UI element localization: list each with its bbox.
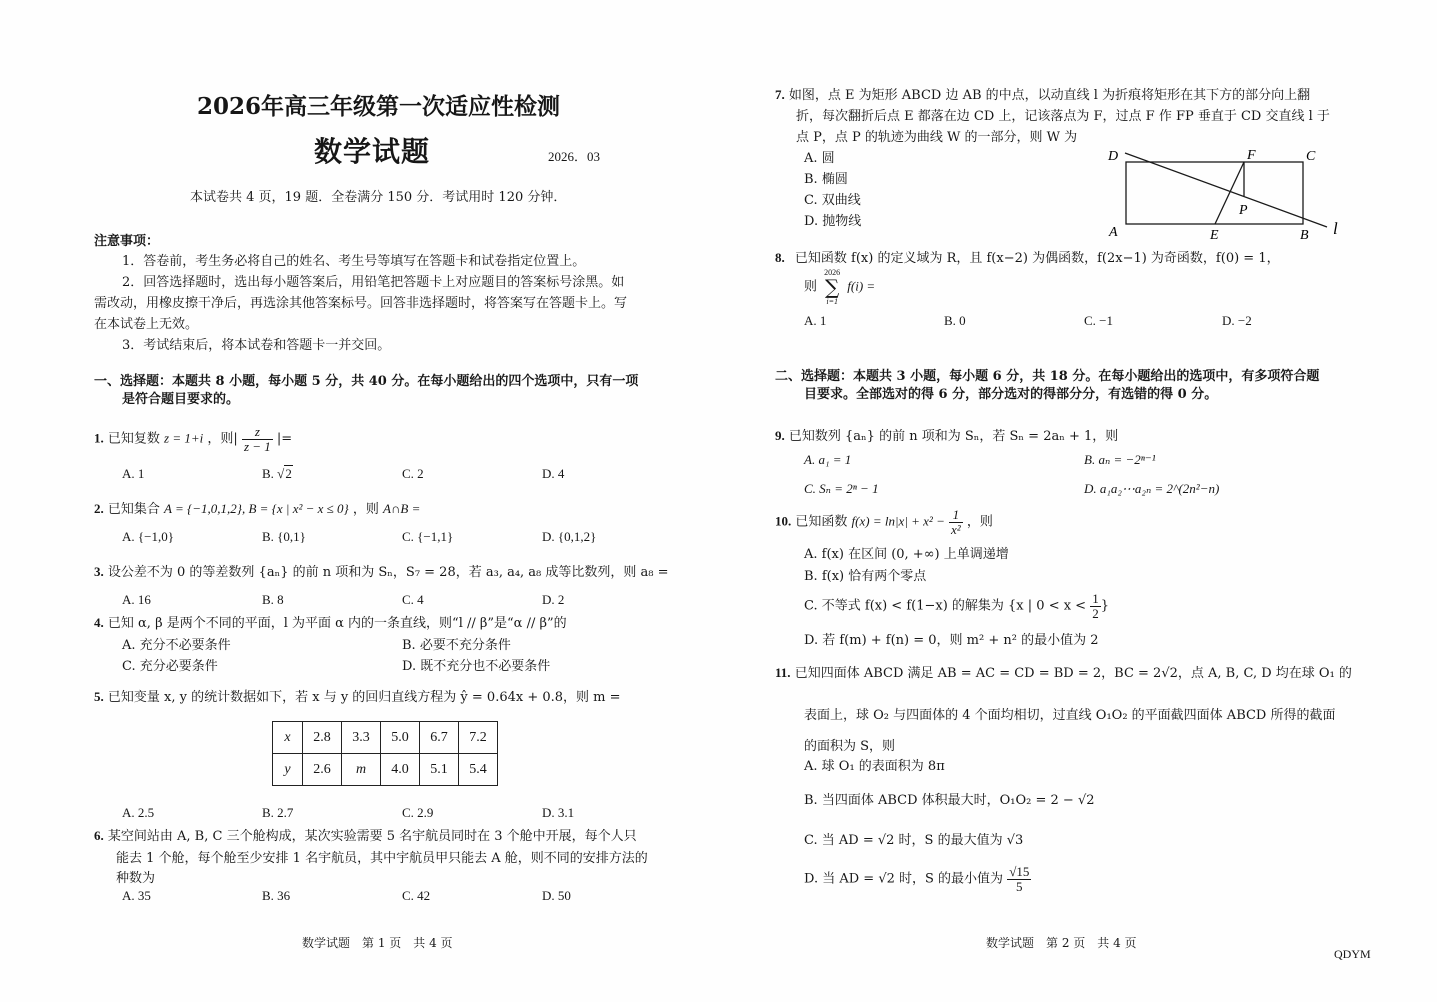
question-8 (775, 247, 1280, 266)
label-e: E (1210, 228, 1219, 242)
math-expr: A = {−1,0,1,2}, B = {x | x² − x ≤ 0} (164, 501, 349, 516)
option-a[interactable]: A. 2.5 (122, 805, 155, 820)
question-11 (775, 662, 1352, 681)
option-label: B. (262, 466, 274, 481)
option-b[interactable]: B. f(x) 恰有两个零点 (804, 569, 927, 584)
question-text: 已知 α, β 是两个不同的平面，l 为平面 α 内的一条直线，则“l // β”是“α // β”的 (107, 616, 567, 631)
question-number: 11. (775, 665, 791, 680)
option-d[interactable]: D. 抛物线 (804, 214, 862, 229)
table-cell: x (273, 722, 303, 754)
question-text: 已知数列 {aₙ} 的前 n 项和为 Sₙ，若 Sₙ = 2aₙ + 1，则 (788, 429, 1119, 444)
fraction-numerator: √15 (1009, 864, 1030, 879)
question-text: 已知变量 x, y 的统计数据如下，若 x 与 y 的回归直线方程为 ŷ = 0.64x + 0.8，则 m = (107, 690, 621, 705)
section-two-heading: 二、选择题：本题共 3 小题，每小题 6 分，共 18 分。在每小题给出的选项中，有多项符合题 (775, 369, 1320, 384)
notice-item: 3．考试结束后，将本试卷和答题卡一并交回。 (122, 338, 391, 353)
option-b[interactable]: B. 当四面体 ABCD 体积最大时，O₁O₂ = 2 − √2 (804, 793, 1095, 808)
option-d[interactable]: D. 若 f(m) + f(n) = 0，则 m² + n² 的最小值为 2 (804, 633, 1099, 648)
option-d[interactable]: D. −2 (1222, 313, 1252, 328)
option-d[interactable]: D. 2 (542, 592, 565, 607)
table-cell: m (342, 754, 381, 786)
exam-date: 2026．03 (548, 149, 601, 164)
section-two-heading-cont: 目要求。全部选对的得 6 分，部分选对的得部分分，有选错的得 0 分。 (804, 387, 1218, 402)
question-text: 已知复数 (107, 431, 160, 447)
option-text: D. 当 AD = √2 时，S 的最小值为 (804, 871, 1004, 887)
fraction (242, 425, 273, 453)
question-text: 折，每次翻折后点 E 都落在边 CD 上，记该落点为 F，过点 F 作 FP 垂直于 CD 交直线 l 于 (796, 109, 1330, 124)
question-6 (94, 825, 637, 844)
table-cell: 3.3 (342, 722, 381, 754)
math-expr: A∩B = (383, 501, 421, 516)
question-text: 设公差不为 0 的等差数列 {aₙ} 的前 n 项和为 Sₙ，S₇ = 28，若 a₃, a₄, a₈ 成等比数列，则 a₈ = (107, 565, 669, 580)
option-d[interactable]: D. 既不充分也不必要条件 (402, 659, 551, 674)
fraction (949, 508, 963, 536)
option-b[interactable]: B. 8 (262, 592, 284, 607)
question-text: 种数为 (116, 871, 156, 886)
notice-item: 在本试卷上无效。 (94, 317, 199, 332)
table-row-x (273, 722, 498, 754)
option-c[interactable]: C. 42 (402, 888, 431, 903)
table-cell: 2.6 (303, 754, 342, 786)
fraction (1007, 865, 1031, 893)
question-2 (94, 498, 420, 517)
option-c[interactable]: C. Sₙ = 2ⁿ − 1 (804, 481, 879, 496)
fraction-numerator: 1 (949, 508, 963, 523)
fold-line-l (1125, 153, 1327, 227)
question-text: 已知四面体 ABCD 满足 AB = AC = CD = BD = 2，BC = 2√2，点 A, B, C, D 均在球 O₁ 的 (794, 666, 1352, 681)
table-cell: 2.8 (303, 722, 342, 754)
option-a[interactable]: A. f(x) 在区间 (0, +∞) 上单调递增 (804, 547, 1009, 562)
math-expr: f(i) = (847, 278, 876, 294)
exam-title: 2026年高三年级第一次适应性检测 (197, 93, 561, 120)
math-expr: f(x) = ln|x| + x² − (851, 513, 945, 529)
question-number: 5. (94, 689, 104, 704)
option-c[interactable]: C. 双曲线 (804, 193, 861, 208)
option-c[interactable]: C. 充分必要条件 (122, 659, 218, 674)
question-text: 已知集合 (107, 502, 160, 517)
fraction-denominator: 5 (1016, 878, 1023, 894)
question-text: ，则| (207, 431, 238, 447)
option-d[interactable] (804, 865, 1031, 893)
option-b[interactable]: B. 36 (262, 888, 291, 903)
option-a[interactable]: A. 35 (122, 888, 151, 903)
fold-diagram (1100, 148, 1350, 242)
rectangle-abcd (1126, 162, 1303, 224)
option-a[interactable]: A. 球 O₁ 的表面积为 8π (804, 759, 945, 774)
question-number: 6. (94, 828, 104, 843)
exam-subject-title: 数学试题 (314, 135, 431, 168)
option-c[interactable]: C. 2 (402, 466, 424, 481)
question-number: 2. (94, 501, 104, 516)
summation (824, 268, 840, 306)
question-number: 3. (94, 564, 104, 579)
question-number: 9. (775, 428, 785, 443)
table-cell: 5.0 (381, 722, 420, 754)
question-text: 已知函数 (795, 514, 848, 530)
table-row-y (273, 754, 498, 786)
exam-summary: 本试卷共 4 页，19 题．全卷满分 150 分．考试用时 120 分钟． (190, 190, 567, 205)
question-text: 能去 1 个舱，每个舱至少安排 1 名宇航员，其中宇航员甲只能去 A 舱，则不同的安排方法的 (116, 851, 648, 866)
question-3 (94, 561, 669, 580)
table-cell: y (273, 754, 303, 786)
question-text: ，则 (352, 502, 379, 517)
section-one-heading-cont: 是符合题目要求的。 (122, 392, 240, 407)
question-1 (94, 425, 292, 453)
option-b[interactable]: B. aₙ = −2ⁿ⁻¹ (1084, 452, 1156, 467)
question-number: 4. (94, 615, 104, 630)
option-d[interactable]: D. {0,1,2} (542, 529, 597, 544)
sigma-symbol: ∑ (825, 275, 840, 299)
paper-code: QDYM (1334, 947, 1371, 961)
table-cell: 7.2 (459, 722, 498, 754)
option-a[interactable]: A. 圆 (804, 151, 835, 166)
option-a[interactable]: A. 1 (122, 466, 145, 481)
option-a[interactable]: A. 1 (804, 313, 827, 328)
notice-heading: 注意事项： (94, 234, 160, 249)
table-cell: 5.1 (420, 754, 459, 786)
option-b[interactable]: B. 椭圆 (804, 172, 848, 187)
fraction-numerator: 1 (1092, 591, 1099, 606)
option-text: C. 不等式 f(x) < f(1−x) 的解集为 {x | 0 < x < (804, 598, 1087, 614)
option-c[interactable]: C. 2.9 (402, 805, 434, 820)
question-number: 7. (775, 87, 785, 102)
option-c[interactable]: C. −1 (1084, 313, 1114, 328)
question-number: 8. (775, 250, 785, 265)
question-4 (94, 612, 567, 631)
fraction-denominator: 2 (1092, 605, 1099, 621)
fraction-denominator: x² (951, 521, 961, 537)
section-one-heading: 一、选择题：本题共 8 小题，每小题 5 分，共 40 分。在每小题给出的四个选项中，只有一项 (94, 374, 639, 389)
table-cell: 6.7 (420, 722, 459, 754)
question-text: 表面上，球 O₂ 与四面体的 4 个面均相切，过直线 O₁O₂ 的平面截四面体 ABCD 所得的截面 (804, 708, 1336, 723)
question-text: 则 (804, 279, 818, 295)
question-text: 如图，点 E 为矩形 ABCD 边 AB 的中点，以动直线 l 为折痕将矩形在其下方的部分向上翻 (788, 88, 1311, 103)
math-expr: z = 1+i (164, 430, 204, 446)
label-d: D (1108, 149, 1119, 164)
option-a[interactable]: A. 16 (122, 592, 151, 607)
option-b[interactable]: B. √2 (262, 466, 292, 481)
option-b[interactable]: B. 0 (944, 313, 966, 328)
option-c[interactable]: C. 当 AD = √2 时，S 的最大值为 √3 (804, 833, 1024, 848)
fraction-denominator: z − 1 (243, 438, 271, 454)
option-b[interactable]: B. 必要不充分条件 (402, 638, 511, 653)
option-text: } (1100, 598, 1109, 614)
question-5 (94, 686, 621, 705)
fraction (1090, 592, 1101, 620)
option-c[interactable] (804, 592, 1109, 620)
question-7 (775, 84, 1310, 103)
question-10 (775, 508, 993, 536)
option-d[interactable]: D. a₁a₂⋯a₂ₙ = 2^(2n²−n) (1084, 481, 1220, 496)
question-text: |= (276, 431, 293, 447)
radicand: 2 (285, 466, 292, 481)
option-c[interactable]: C. {−1,1} (402, 529, 454, 544)
option-b[interactable]: B. 2.7 (262, 805, 294, 820)
option-c[interactable]: C. 4 (402, 592, 424, 607)
option-a[interactable]: A. a₁ = 1 (804, 452, 852, 467)
question-text: 的面积为 S，则 (804, 739, 896, 754)
option-a[interactable]: A. 充分不必要条件 (122, 638, 231, 653)
label-l: l (1333, 219, 1338, 238)
option-b[interactable]: B. {0,1} (262, 529, 306, 544)
sum-lower-limit: i=1 (826, 297, 838, 306)
label-f: F (1247, 148, 1256, 163)
label-b: B (1300, 228, 1309, 242)
question-text: 已知函数 f(x) 的定义域为 R，且 f(x−2) 为偶函数，f(2x−1) 为奇函数，f(0) = 1， (794, 251, 1280, 266)
option-d[interactable]: D. 50 (542, 888, 571, 903)
table-cell: 5.4 (459, 754, 498, 786)
label-a: A (1109, 225, 1118, 240)
question-text: 某空间站由 A, B, C 三个舱构成，某次实验需要 5 名宇航员同时在 3 个舱中开展，每个人只 (107, 829, 637, 844)
question-number: 1. (94, 430, 104, 446)
label-c: C (1306, 149, 1316, 164)
question-9 (775, 425, 1118, 444)
option-a[interactable]: A. {−1,0} (122, 529, 174, 544)
question-text: 点 P，点 P 的轨迹为曲线 W 的一部分，则 W 为 (796, 130, 1078, 145)
question-8-sum (804, 268, 875, 306)
fraction-numerator: z (242, 425, 273, 440)
question-number: 10. (775, 513, 792, 529)
notice-item: 2．回答选择题时，选出每小题答案后，用铅笔把答题卡上对应题目的答案标号涂黑。如 (122, 275, 625, 290)
table-cell: 4.0 (381, 754, 420, 786)
page-footer-left: 数学试题 第 1 页 共 4 页 (302, 936, 453, 950)
statistics-table (272, 721, 498, 786)
notice-item: 需改动，用橡皮擦干净后，再选涂其他答案标号。回答非选择题时，将答案写在答题卡上。写 (94, 296, 628, 311)
question-text: ，则 (966, 514, 993, 530)
page-footer-right: 数学试题 第 2 页 共 4 页 (986, 936, 1137, 950)
notice-item: 1．答卷前，考生务必将自己的姓名、考生号等填写在答题卡和试卷指定位置上。 (122, 254, 586, 269)
sum-upper-limit: 2026 (824, 268, 841, 277)
label-p: P (1239, 203, 1248, 218)
option-d[interactable]: D. 4 (542, 466, 565, 481)
option-d[interactable]: D. 3.1 (542, 805, 575, 820)
